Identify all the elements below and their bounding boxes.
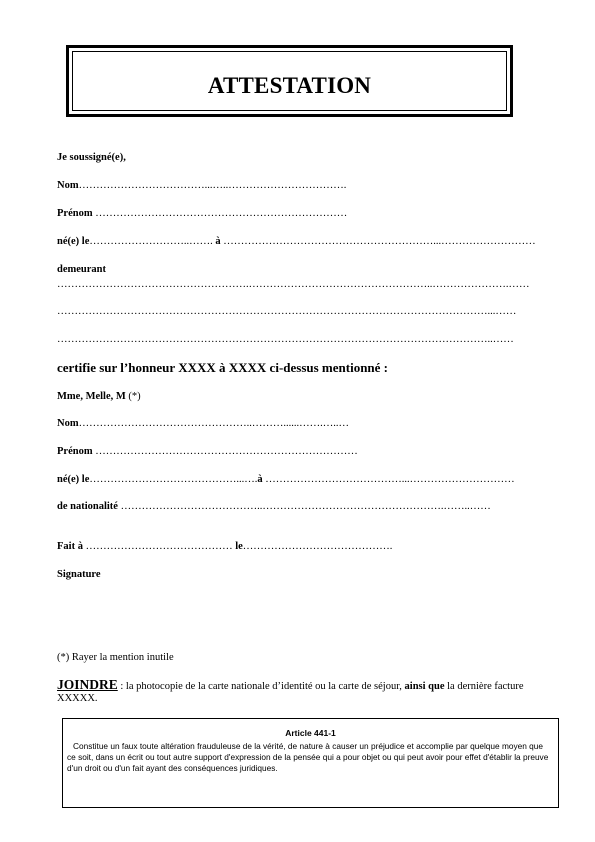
person1-naissance-line xyxy=(57,236,536,247)
civility-note: (*) xyxy=(128,391,141,402)
civility-label: Mme, Melle, M xyxy=(57,391,126,402)
prenom-label: Prénom xyxy=(57,208,93,219)
article-title: Article 441-1 xyxy=(285,728,336,738)
prenom-field[interactable]: ……………………………………………………………… xyxy=(95,208,348,219)
nom-label: Nom xyxy=(57,180,79,191)
civility-line xyxy=(57,391,141,402)
soussigne-label: Je soussigné(e), xyxy=(57,152,126,163)
article-box xyxy=(62,718,559,808)
person2-prenom-line xyxy=(57,446,358,457)
ne2-field[interactable]: ……………………………………...…. xyxy=(89,474,258,485)
le-label: le xyxy=(235,541,243,552)
person1-nom-line xyxy=(57,180,346,191)
ne2-label: né(e) le xyxy=(57,474,90,485)
page-title: ATTESTATION xyxy=(207,73,372,98)
fait-field[interactable]: …………………………………… xyxy=(85,541,233,552)
joindre-word: JOINDRE xyxy=(57,677,118,692)
ne-label: né(e) le xyxy=(57,236,90,247)
prenom2-field[interactable]: ………………………………………………………………… xyxy=(95,446,358,457)
address-line-2[interactable]: ……………………………………………………………………………………………………………...…… xyxy=(57,306,517,317)
title-box xyxy=(66,45,513,117)
person1-prenom-line xyxy=(57,208,347,219)
joindre-text-2: la dernière facture XXXXX. xyxy=(57,681,524,704)
nationalite-label: de nationalité xyxy=(57,501,118,512)
nationalite-field[interactable]: …………………………………..…………………………………………….……..…… xyxy=(120,501,491,512)
address-line-3[interactable]: ……………………………………………………………………………………………………………..…… xyxy=(57,334,514,345)
joindre-text-1: : la photocopie de la carte nationale d’identité ou la carte de séjour, xyxy=(117,681,405,692)
a-label: à xyxy=(215,236,221,247)
demeurant-label: demeurant xyxy=(57,264,106,275)
a-field[interactable]: ……………………………………………………...……………………… xyxy=(223,236,536,247)
a2-field[interactable]: …………………………………...………………………… xyxy=(265,474,515,485)
fait-line xyxy=(57,541,392,552)
joindre-paragraph xyxy=(57,679,542,705)
nom2-field[interactable]: …………………………………………..………......…….…..… xyxy=(78,418,349,429)
ne-field[interactable]: ………………………..……. xyxy=(89,236,213,247)
fait-label: Fait à xyxy=(57,541,83,552)
rayer-note: (*) Rayer la mention inutile xyxy=(57,652,174,663)
le-field[interactable]: ……………………………………. xyxy=(242,541,393,552)
signature-label: Signature xyxy=(57,569,101,580)
article-body: Constitue un faux toute altération frauduleuse de la vérité, de nature à causer un préjudice et accomplie par quelque moyen que ce soit, dans un écrit ou tout autre support d'expression de la pensée qui a pour objet ou qui peut avoir pour effet d'établir la preuve d'un droit ou d'un fait ayant des conséquences juridiques. xyxy=(67,741,549,773)
nom2-label: Nom xyxy=(57,418,79,429)
prenom2-label: Prénom xyxy=(57,446,93,457)
nom-field[interactable]: ………………………………...…..…………………………… xyxy=(78,180,344,191)
person2-nom-line xyxy=(57,418,349,429)
person2-naissance-line xyxy=(57,474,515,485)
certifie-heading: certifie sur l’honneur XXXX à XXXX ci-dessus mentionné : xyxy=(57,360,389,375)
nationalite-line xyxy=(57,501,491,512)
a2-label: à xyxy=(257,474,263,485)
joindre-ainsi-que: ainsi que xyxy=(404,681,445,692)
nom-end: . xyxy=(343,180,347,191)
address-line-1[interactable]: ……………………………………………….……………………………………………..………………….…… xyxy=(57,279,530,290)
